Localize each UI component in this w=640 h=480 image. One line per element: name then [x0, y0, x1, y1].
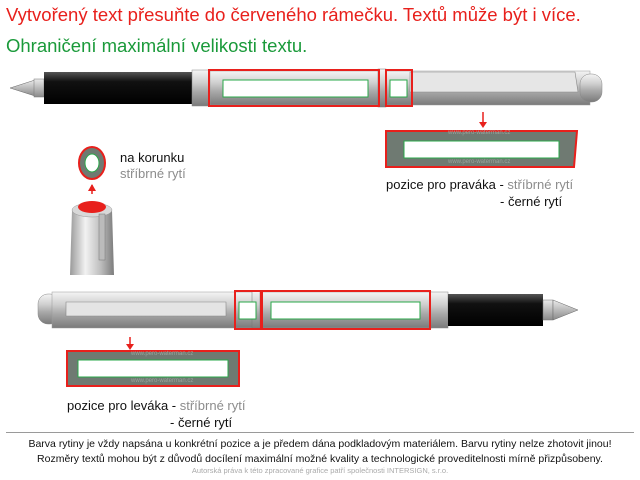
cap-option: stříbrné rytí: [120, 166, 186, 181]
limit-left-main: [271, 302, 420, 319]
right-hand-label: [386, 177, 573, 192]
footer-divider: [6, 432, 634, 433]
limit-note: Ohraničení maximální velikosti textu.: [6, 35, 308, 56]
right-hand-option-black: - černé rytí: [500, 194, 563, 209]
left-hand-option-black: - černé rytí: [170, 415, 233, 430]
limit-left-small: [239, 302, 256, 319]
right-hand-title: pozice pro praváka: [386, 177, 496, 192]
footer-line-2: Rozměry textů mohou být z důvodů docílení maximální možné kvality a technologické proveditelnosti mírně přizpůsobeny.: [37, 453, 603, 465]
watermark-left-bottom: www.pero-waterman.cz: [131, 378, 194, 384]
footer-line-1: Barva rytiny je vždy napsána u konkrétní pozice a je předem dána podkladovým materiálem. Barvu rytiny nelze zhotovit jinou!: [28, 438, 612, 450]
left-hand-sep: -: [168, 398, 180, 413]
limit-plate-left: [78, 360, 228, 377]
watermark-left-top: www.pero-waterman.cz: [131, 351, 194, 357]
cap-label: na korunku: [120, 150, 185, 165]
right-hand-option-silver: stříbrné rytí: [507, 177, 574, 192]
left-hand-label: [67, 398, 245, 413]
left-hand-title: pozice pro leváka: [67, 398, 169, 413]
watermark-right-bottom: www.pero-waterman.cz: [448, 159, 511, 165]
left-hand-option-silver: stříbrné rytí: [179, 398, 246, 413]
cap-pen: [70, 203, 114, 275]
right-hand-sep: -: [495, 177, 508, 192]
limit-right-small: [390, 80, 407, 97]
watermark-right-top: www.pero-waterman.cz: [448, 130, 511, 136]
footer-copyright: Autorská práva k této zpracované grafice patří společnosti INTERSIGN, s.r.o.: [191, 466, 449, 475]
limit-plate-right: [404, 141, 559, 158]
instruction-title: Vytvořený text přesuňte do červeného rámečku. Textů může být i více.: [6, 4, 581, 25]
limit-right-main: [223, 80, 368, 97]
crown-red-mark: [78, 201, 106, 213]
